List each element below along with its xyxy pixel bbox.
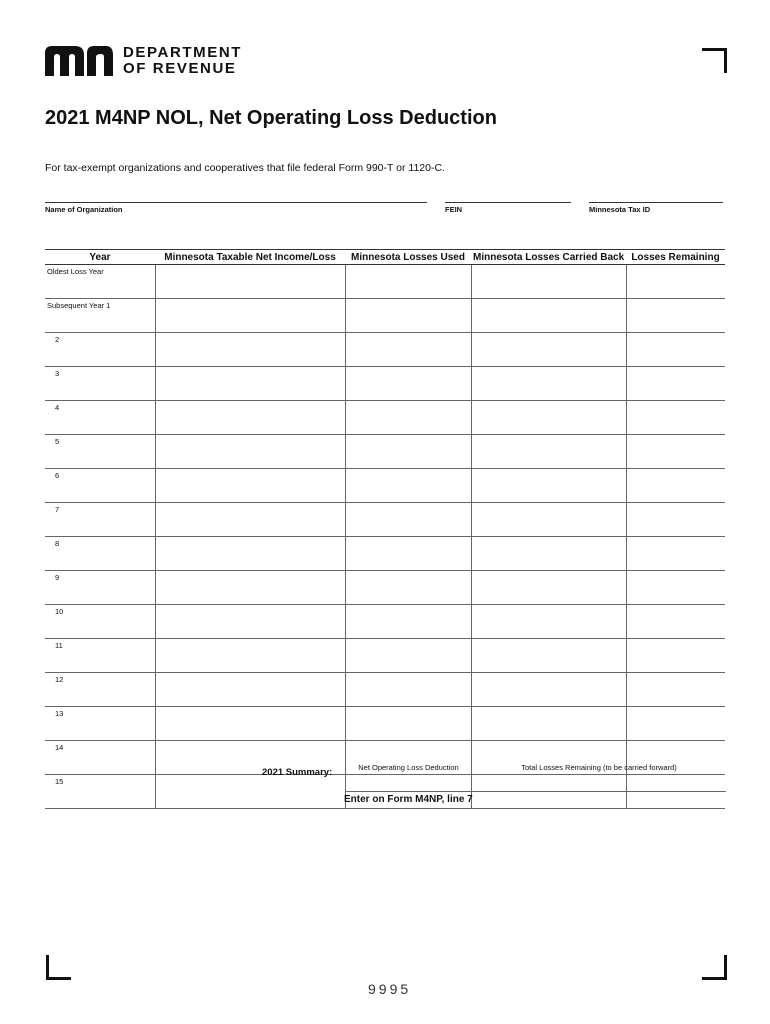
year-label: 8 [45,537,155,571]
logo-line-2: OF REVENUE [123,60,237,77]
losses-remaining-cell[interactable] [626,639,725,673]
year-label: 7 [45,503,155,537]
losses-used-cell[interactable] [345,469,471,503]
losses-used-cell[interactable] [345,707,471,741]
organization-name-label: Name of Organization [45,205,123,214]
header-losses-remaining: Losses Remaining [626,250,725,265]
header-losses-used: Minnesota Losses Used [345,250,471,265]
taxable-net-income-cell[interactable] [155,367,345,401]
losses-remaining-cell[interactable] [626,673,725,707]
enter-on-note: Enter on Form M4NP, line 7 [344,794,473,805]
losses-carried-back-cell[interactable] [471,367,626,401]
losses-carried-back-cell[interactable] [471,673,626,707]
header-losses-carried-back: Minnesota Losses Carried Back [473,251,625,263]
year-label: Oldest Loss Year [45,265,155,299]
department-logo [45,44,242,78]
losses-carried-back-cell[interactable] [471,571,626,605]
corner-mark-bottom-right [702,955,727,980]
losses-carried-back-cell[interactable] [471,401,626,435]
form-code: 9995 [368,981,412,997]
mn-logo-icon [45,46,113,76]
losses-carried-back-cell[interactable] [471,265,626,299]
losses-carried-back-cell[interactable] [471,435,626,469]
logo-text [123,45,242,77]
taxable-net-income-cell[interactable] [155,571,345,605]
minnesota-tax-id-field[interactable] [589,202,723,203]
losses-remaining-cell[interactable] [626,503,725,537]
year-label: 6 [45,469,155,503]
total-losses-remaining-box[interactable] [471,761,726,792]
losses-remaining-cell[interactable] [626,707,725,741]
organization-name-field[interactable] [45,202,427,203]
losses-carried-back-cell[interactable] [471,605,626,639]
header-year: Year [45,250,155,265]
losses-remaining-cell[interactable] [626,367,725,401]
taxable-net-income-cell[interactable] [155,333,345,367]
table-header-row [45,250,725,265]
losses-remaining-cell[interactable] [626,537,725,571]
losses-carried-back-cell[interactable] [471,469,626,503]
total-losses-remaining-label: Total Losses Remaining (to be carried forward) [521,763,677,772]
taxable-net-income-cell[interactable] [155,707,345,741]
year-label: 5 [45,435,155,469]
table-row [45,299,725,333]
losses-used-cell[interactable] [345,537,471,571]
fein-field[interactable] [445,202,571,203]
losses-remaining-cell[interactable] [626,571,725,605]
losses-used-cell[interactable] [345,333,471,367]
losses-used-cell[interactable] [345,639,471,673]
losses-used-cell[interactable] [345,435,471,469]
year-label: 12 [45,673,155,707]
taxable-net-income-cell[interactable] [155,605,345,639]
taxable-net-income-cell[interactable] [155,435,345,469]
losses-used-cell[interactable] [345,673,471,707]
losses-carried-back-cell[interactable] [471,707,626,741]
table-row [45,503,725,537]
form-intro: For tax-exempt organizations and cooperatives that file federal Form 990-T or 1120-C. [45,162,445,174]
summary-row [45,761,725,792]
losses-remaining-cell[interactable] [626,435,725,469]
nol-table [45,249,725,809]
table-row [45,333,725,367]
corner-mark-bottom-left [46,955,71,980]
year-label: 14 [45,741,155,775]
table-row [45,401,725,435]
losses-used-cell[interactable] [345,265,471,299]
losses-used-cell[interactable] [345,571,471,605]
losses-used-cell[interactable] [345,401,471,435]
year-label: 13 [45,707,155,741]
summary-label: 2021 Summary: [262,767,333,778]
losses-remaining-cell[interactable] [626,469,725,503]
table-row [45,537,725,571]
table-row [45,605,725,639]
losses-carried-back-cell[interactable] [471,503,626,537]
taxable-net-income-cell[interactable] [155,537,345,571]
losses-carried-back-cell[interactable] [471,639,626,673]
taxable-net-income-cell[interactable] [155,673,345,707]
losses-carried-back-cell[interactable] [471,333,626,367]
table-row [45,367,725,401]
taxable-net-income-cell[interactable] [155,299,345,333]
form-title: 2021 M4NP NOL, Net Operating Loss Deduction [45,107,497,129]
year-label: 15 [45,775,155,809]
table-row [45,435,725,469]
fein-label: FEIN [445,205,463,214]
table-row [45,639,725,673]
losses-remaining-cell[interactable] [626,605,725,639]
taxable-net-income-cell[interactable] [155,503,345,537]
taxable-net-income-cell[interactable] [155,265,345,299]
table-row [45,265,725,299]
year-label: 9 [45,571,155,605]
taxable-net-income-cell[interactable] [155,639,345,673]
losses-remaining-cell[interactable] [626,333,725,367]
nol-deduction-box[interactable] [345,761,471,792]
taxable-net-income-cell[interactable] [155,401,345,435]
taxable-net-income-cell[interactable] [155,469,345,503]
year-label: 3 [45,367,155,401]
table-row [45,673,725,707]
losses-used-cell[interactable] [345,367,471,401]
losses-used-cell[interactable] [345,299,471,333]
table-row [45,469,725,503]
year-label: 2 [45,333,155,367]
year-label: 4 [45,401,155,435]
table-row [45,571,725,605]
logo-line-1: DEPARTMENT [123,44,243,61]
year-label: 11 [45,639,155,673]
corner-mark-top-right [702,48,727,73]
losses-remaining-cell[interactable] [626,265,725,299]
losses-used-cell[interactable] [345,503,471,537]
losses-remaining-cell[interactable] [626,401,725,435]
year-label: 10 [45,605,155,639]
losses-carried-back-cell[interactable] [471,537,626,571]
minnesota-tax-id-label: Minnesota Tax ID [589,205,651,214]
losses-used-cell[interactable] [345,605,471,639]
losses-remaining-cell[interactable] [626,299,725,333]
year-label: Subsequent Year 1 [45,299,155,333]
losses-carried-back-cell[interactable] [471,299,626,333]
nol-deduction-label: Net Operating Loss Deduction [358,763,459,772]
table-row [45,707,725,741]
header-taxable-net-income: Minnesota Taxable Net Income/Loss [155,250,345,265]
